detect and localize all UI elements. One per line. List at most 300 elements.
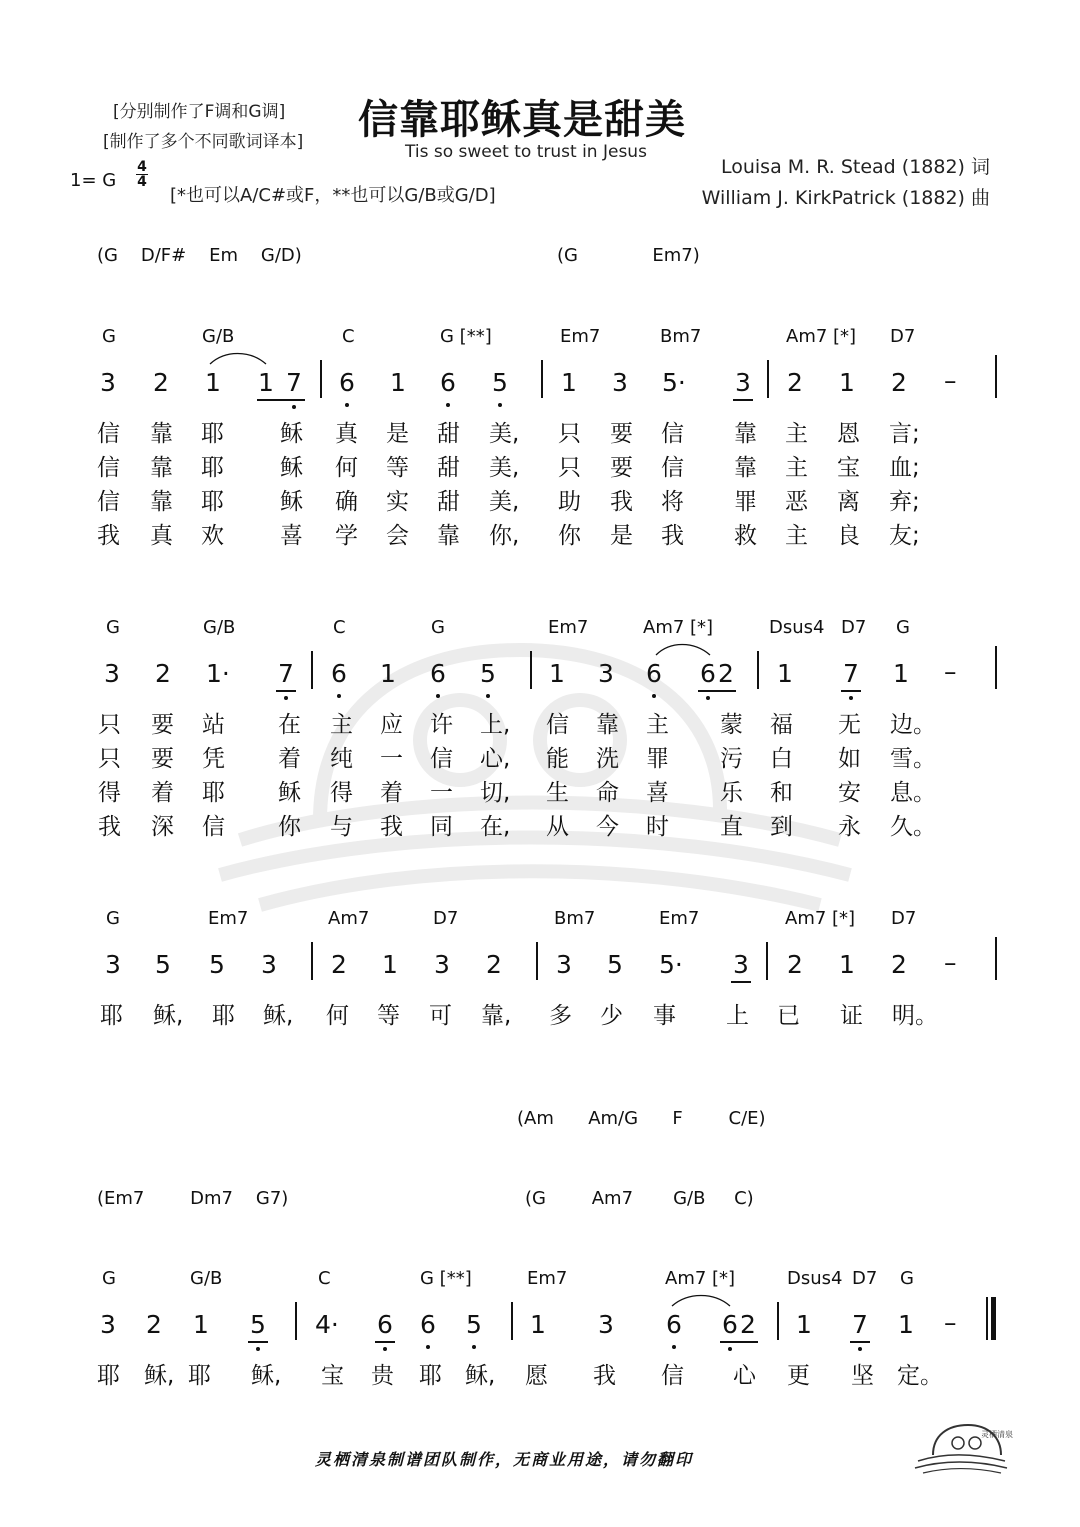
- lyric-syllable: 上,: [480, 712, 511, 738]
- low-octave-dot: [256, 1347, 260, 1351]
- lyric-syllable: 一: [380, 746, 403, 772]
- underline-beam: [850, 1341, 870, 1343]
- alternate-chords-note: [*也可以A/C#或F，**也可以G/B或G/D]: [170, 185, 496, 206]
- chord: Am7 [*]: [785, 908, 856, 929]
- note: 1: [193, 1310, 209, 1339]
- chord: Em7: [560, 326, 601, 347]
- note: 2: [718, 659, 734, 688]
- lyric-syllable: 污: [720, 746, 743, 772]
- lyric-syllable: 着: [380, 780, 403, 806]
- lyric-syllable: 靠: [150, 455, 173, 481]
- lyric-syllable: 边。: [890, 712, 936, 738]
- lyric-syllable: 稣: [280, 455, 303, 481]
- lyric-syllable: 雪。: [890, 746, 936, 772]
- dash: –: [944, 657, 957, 686]
- time-signature: 4 4: [137, 159, 147, 190]
- note: 3: [612, 368, 628, 397]
- bar-line: [311, 651, 313, 689]
- lyric-syllable: 只: [98, 712, 121, 738]
- tie-slur: [200, 346, 280, 368]
- lyric-syllable: 时: [646, 814, 669, 840]
- low-octave-dot: [284, 696, 288, 700]
- team-logo: [913, 1415, 1013, 1475]
- dash: –: [944, 948, 957, 977]
- lyric-syllable: 主: [785, 421, 808, 447]
- intro-chords-a: (G D/F# Em G/D): [97, 245, 302, 266]
- note: 2: [331, 950, 347, 979]
- lyric-syllable: 宝: [321, 1363, 344, 1389]
- lyric-syllable: 信: [430, 746, 453, 772]
- lyric-syllable: 确: [335, 489, 358, 515]
- lyric-syllable: 息。: [890, 780, 936, 806]
- note: 3: [104, 659, 120, 688]
- chord: C: [333, 617, 346, 638]
- lyric-syllable: 美,: [489, 455, 520, 481]
- lyric-syllable: 洗: [596, 746, 619, 772]
- lyric-syllable: 直: [720, 814, 743, 840]
- note: 7: [843, 659, 859, 688]
- chord: D7: [841, 617, 867, 638]
- lyric-syllable: 稣,: [263, 1003, 294, 1029]
- lyric-syllable: 蒙: [720, 712, 743, 738]
- lyric-syllable: 何: [326, 1003, 349, 1029]
- bar-line: [295, 1302, 297, 1340]
- lyric-syllable: 美,: [489, 489, 520, 515]
- bar-line: [766, 942, 768, 980]
- lyric-syllable: 只: [558, 421, 581, 447]
- lyric-syllable: 如: [838, 746, 861, 772]
- final-bar-thin: [986, 1297, 988, 1340]
- underline-beam: [720, 1341, 758, 1343]
- note: 6: [339, 368, 355, 397]
- low-octave-dot: [672, 1345, 676, 1349]
- low-octave-dot: [426, 1345, 430, 1349]
- bar-line: [511, 1302, 513, 1340]
- lyric-syllable: 深: [151, 814, 174, 840]
- interlude-chords-b: (Em7 Dm7 G7): [97, 1188, 289, 1209]
- lyric-syllable: 离: [837, 489, 860, 515]
- lyric-syllable: 真: [335, 421, 358, 447]
- chord: Am7: [328, 908, 370, 929]
- lyric-syllable: 助: [558, 489, 581, 515]
- low-octave-dot: [728, 1347, 732, 1351]
- chord: G [**]: [420, 1268, 472, 1289]
- lyric-syllable: 你,: [489, 523, 520, 549]
- lyric-syllable: 血;: [889, 455, 920, 481]
- lyric-syllable: 要: [151, 746, 174, 772]
- lyric-syllable: 少: [600, 1003, 623, 1029]
- lyric-syllable: 我: [98, 814, 121, 840]
- lyric-syllable: 到: [770, 814, 793, 840]
- underline-beam: [733, 399, 753, 401]
- note: 1: [777, 659, 793, 688]
- lyric-syllable: 无: [838, 712, 861, 738]
- final-bar-thick: [991, 1297, 996, 1340]
- lyric-syllable: 要: [610, 421, 633, 447]
- lyric-syllable: 你: [558, 523, 581, 549]
- note: 5: [466, 1310, 482, 1339]
- chord: C: [318, 1268, 331, 1289]
- lyric-syllable: 恩: [837, 421, 860, 447]
- lyric-syllable: 耶: [201, 421, 224, 447]
- lyric-syllable: 罪: [734, 489, 757, 515]
- note: 6: [666, 1310, 682, 1339]
- lyric-syllable: 喜: [646, 780, 669, 806]
- lyric-syllable: 耶: [188, 1363, 211, 1389]
- note: 3: [105, 950, 121, 979]
- underline-beam: [248, 1341, 268, 1343]
- low-octave-dot: [292, 405, 296, 409]
- bar-line: [311, 942, 313, 980]
- lyric-syllable: 靠: [734, 455, 757, 481]
- lyric-syllable: 在: [278, 712, 301, 738]
- chord: D7: [891, 908, 917, 929]
- chord: Bm7: [554, 908, 596, 929]
- lyric-syllable: 靠: [150, 489, 173, 515]
- chord: G [**]: [440, 326, 492, 347]
- low-octave-dot: [498, 403, 502, 407]
- chord: Em7: [659, 908, 700, 929]
- note: 3: [434, 950, 450, 979]
- chord: G: [102, 1268, 116, 1289]
- note: 1: [530, 1310, 546, 1339]
- lyric-syllable: 信: [97, 455, 120, 481]
- lyric-syllable: 证: [840, 1003, 863, 1029]
- lyric-syllable: 与: [330, 814, 353, 840]
- note: 5: [209, 950, 225, 979]
- lyric-syllable: 耶: [201, 455, 224, 481]
- low-octave-dot: [446, 403, 450, 407]
- chord: Dsus4: [769, 617, 825, 638]
- tie-slur: [668, 1288, 748, 1310]
- chord: G: [102, 326, 116, 347]
- lyric-syllable: 信: [202, 814, 225, 840]
- lyric-syllable: 命: [596, 780, 619, 806]
- chord: G: [431, 617, 445, 638]
- low-octave-dot: [345, 403, 349, 407]
- lyric-syllable: 稣: [278, 780, 301, 806]
- note: 3: [556, 950, 572, 979]
- lyric-syllable: 信: [661, 455, 684, 481]
- note: 1: [390, 368, 406, 397]
- low-octave-dot: [436, 694, 440, 698]
- low-octave-dot: [486, 694, 490, 698]
- lyric-syllable: 弃;: [889, 489, 920, 515]
- lyric-syllable: 甜: [437, 489, 460, 515]
- underline-beam: [841, 690, 861, 692]
- lyric-syllable: 等: [386, 455, 409, 481]
- note: 2: [740, 1310, 756, 1339]
- footer-notice: 灵栖清泉制谱团队制作，无商业用途，请勿翻印: [315, 1450, 694, 1469]
- lyric-syllable: 多: [549, 1003, 572, 1029]
- lyric-syllable: 何: [335, 455, 358, 481]
- lyric-syllable: 耶: [201, 489, 224, 515]
- note: 3: [735, 368, 751, 397]
- note: 6: [646, 659, 662, 688]
- note: 2: [153, 368, 169, 397]
- low-octave-dot: [706, 696, 710, 700]
- chord: Am7 [*]: [665, 1268, 736, 1289]
- lyric-syllable: 友;: [889, 523, 920, 549]
- lyric-syllable: 喜: [280, 523, 303, 549]
- note: 5: [607, 950, 623, 979]
- lyric-syllable: 着: [151, 780, 174, 806]
- lyric-syllable: 宝: [837, 455, 860, 481]
- chord: G: [106, 908, 120, 929]
- lyric-syllable: 信: [661, 1363, 684, 1389]
- lyric-syllable: 真: [150, 523, 173, 549]
- low-octave-dot: [337, 694, 341, 698]
- lyric-syllable: 只: [98, 746, 121, 772]
- lyric-syllable: 言;: [889, 421, 920, 447]
- lyric-syllable: 要: [610, 455, 633, 481]
- chord: G/B: [190, 1268, 223, 1289]
- underline-beam: [698, 690, 736, 692]
- lyric-syllable: 稣: [280, 489, 303, 515]
- lyric-syllable: 欢: [201, 523, 224, 549]
- lyric-syllable: 主: [785, 523, 808, 549]
- lyric-syllable: 罪: [646, 746, 669, 772]
- note: 1: [839, 368, 855, 397]
- lyric-syllable: 能: [546, 746, 569, 772]
- bar-line: [995, 937, 997, 980]
- chord: Em7: [208, 908, 249, 929]
- note: 1: [380, 659, 396, 688]
- lyric-syllable: 在,: [480, 814, 511, 840]
- note: 1: [839, 950, 855, 979]
- chord: G/B: [202, 326, 235, 347]
- underline-beam: [257, 399, 305, 401]
- bar-line: [757, 651, 759, 689]
- lyric-syllable: 凭: [202, 746, 225, 772]
- note: 6: [722, 1310, 738, 1339]
- note: 1: [258, 368, 274, 397]
- lyric-syllable: 事: [653, 1003, 676, 1029]
- bar-line: [320, 360, 322, 398]
- key-signature: 1= G: [70, 170, 117, 191]
- lyric-syllable: 救: [734, 523, 757, 549]
- lyric-syllable: 美,: [489, 421, 520, 447]
- note: 4·: [315, 1310, 339, 1339]
- note: 6: [700, 659, 716, 688]
- bar-line: [536, 942, 538, 980]
- low-octave-dot: [858, 1347, 862, 1351]
- note: 3: [733, 950, 749, 979]
- lyric-syllable: 应: [380, 712, 403, 738]
- lyric-syllable: 我: [610, 489, 633, 515]
- tie-slur: [648, 637, 728, 659]
- low-octave-dot: [383, 1347, 387, 1351]
- lyric-syllable: 今: [596, 814, 619, 840]
- bar-line: [767, 360, 769, 398]
- lyric-syllable: 白: [770, 746, 793, 772]
- lyric-syllable: 和: [770, 780, 793, 806]
- keys-note: [分别制作了F调和G调]: [113, 102, 286, 122]
- lyric-syllable: 你: [278, 814, 301, 840]
- lyric-syllable: 已: [777, 1003, 800, 1029]
- note: 1: [796, 1310, 812, 1339]
- chord: Dsus4: [787, 1268, 843, 1289]
- lyric-syllable: 纯: [330, 746, 353, 772]
- chord: G: [900, 1268, 914, 1289]
- note: 2: [787, 368, 803, 397]
- interlude-chords-c: (G Am7 G/B C): [525, 1188, 754, 1209]
- lyric-syllable: 稣: [280, 421, 303, 447]
- lyric-syllable: 心,: [480, 746, 511, 772]
- note: 5·: [662, 368, 686, 397]
- chord: D7: [433, 908, 459, 929]
- note: 6: [420, 1310, 436, 1339]
- lyric-syllable: 许: [430, 712, 453, 738]
- lyric-syllable: 是: [386, 421, 409, 447]
- note: 1: [549, 659, 565, 688]
- lyric-syllable: 我: [661, 523, 684, 549]
- low-octave-dot: [652, 694, 656, 698]
- lyric-syllable: 生: [546, 780, 569, 806]
- lyric-syllable: 靠: [734, 421, 757, 447]
- lyric-syllable: 等: [377, 1003, 400, 1029]
- interlude-chords-a: (Am Am/G F C/E): [517, 1108, 766, 1129]
- lyric-syllable: 学: [335, 523, 358, 549]
- note: 5: [155, 950, 171, 979]
- lyric-syllable: 是: [610, 523, 633, 549]
- lyric-syllable: 靠: [150, 421, 173, 447]
- lyric-syllable: 靠,: [481, 1003, 512, 1029]
- lyric-syllable: 我: [593, 1363, 616, 1389]
- note: 3: [100, 368, 116, 397]
- note: 1: [382, 950, 398, 979]
- lyric-syllable: 信: [546, 712, 569, 738]
- chord: Bm7: [660, 326, 702, 347]
- bar-line: [995, 355, 997, 398]
- note: 3: [100, 1310, 116, 1339]
- chord: D7: [852, 1268, 878, 1289]
- note: 6: [430, 659, 446, 688]
- lyric-syllable: 乐: [720, 780, 743, 806]
- lyric-syllable: 久。: [890, 814, 936, 840]
- lyric-syllable: 要: [151, 712, 174, 738]
- lyric-syllable: 主: [330, 712, 353, 738]
- chord: G: [896, 617, 910, 638]
- lyric-syllable: 心: [733, 1363, 756, 1389]
- lyric-syllable: 耶: [97, 1363, 120, 1389]
- bar-line: [541, 360, 543, 398]
- note: 1·: [206, 659, 230, 688]
- lyric-syllable: 切,: [480, 780, 511, 806]
- note: 6: [377, 1310, 393, 1339]
- note: 2: [146, 1310, 162, 1339]
- lyric-syllable: 信: [661, 421, 684, 447]
- lyric-syllable: 永: [838, 814, 861, 840]
- lyric-syllable: 可: [429, 1003, 452, 1029]
- lyrics-note: [制作了多个不同歌词译本]: [103, 132, 304, 152]
- note: 1: [205, 368, 221, 397]
- lyric-syllable: 安: [838, 780, 861, 806]
- lyric-syllable: 耶: [212, 1003, 235, 1029]
- lyric-syllable: 站: [202, 712, 225, 738]
- chord: G/B: [203, 617, 236, 638]
- lyric-syllable: 得: [98, 780, 121, 806]
- lyric-syllable: 只: [558, 455, 581, 481]
- lyric-syllable: 将: [661, 489, 684, 515]
- note: 1: [898, 1310, 914, 1339]
- logo-text: 灵栖清泉: [981, 1430, 1013, 1439]
- chord: Am7 [*]: [643, 617, 714, 638]
- bar-line: [530, 651, 532, 689]
- note: 6: [331, 659, 347, 688]
- note: 5: [492, 368, 508, 397]
- chord: Em7: [527, 1268, 568, 1289]
- bar-line: [777, 1302, 779, 1340]
- composer: William J. KirkPatrick (1882) 曲: [701, 187, 990, 209]
- lyric-syllable: 甜: [437, 455, 460, 481]
- lyric-syllable: 着: [278, 746, 301, 772]
- chord: D7: [890, 326, 916, 347]
- chord: C: [342, 326, 355, 347]
- chord: Em7: [548, 617, 589, 638]
- lyric-syllable: 靠: [437, 523, 460, 549]
- underline-beam: [375, 1341, 395, 1343]
- note: 5: [250, 1310, 266, 1339]
- bar-line: [995, 646, 997, 689]
- song-title: 信靠耶稣真是甜美: [358, 97, 686, 143]
- lyric-syllable: 愿: [525, 1363, 548, 1389]
- underline-beam: [731, 981, 751, 983]
- note: 2: [155, 659, 171, 688]
- note: 7: [852, 1310, 868, 1339]
- lyric-syllable: 稣,: [153, 1003, 184, 1029]
- note: 5·: [659, 950, 683, 979]
- lyric-syllable: 得: [330, 780, 353, 806]
- lyric-syllable: 实: [386, 489, 409, 515]
- lyric-syllable: 稣,: [465, 1363, 496, 1389]
- note: 3: [598, 1310, 614, 1339]
- lyric-syllable: 更: [787, 1363, 810, 1389]
- lyric-syllable: 耶: [202, 780, 225, 806]
- lyric-syllable: 良: [837, 523, 860, 549]
- lyric-syllable: 同: [430, 814, 453, 840]
- lyric-syllable: 坚: [851, 1363, 874, 1389]
- chord: G: [106, 617, 120, 638]
- lyric-syllable: 稣,: [144, 1363, 175, 1389]
- note: 7: [286, 368, 302, 397]
- note: 2: [486, 950, 502, 979]
- low-octave-dot: [472, 1345, 476, 1349]
- note: 7: [278, 659, 294, 688]
- chord: Am7 [*]: [786, 326, 857, 347]
- lyric-syllable: 贵: [371, 1363, 394, 1389]
- dash: –: [944, 366, 957, 395]
- note: 5: [480, 659, 496, 688]
- lyric-syllable: 一: [430, 780, 453, 806]
- lyric-syllable: 耶: [100, 1003, 123, 1029]
- intro-chords-b: (G Em7): [557, 245, 700, 266]
- lyric-syllable: 稣,: [251, 1363, 282, 1389]
- lyricist: Louisa M. R. Stead (1882) 词: [720, 156, 990, 178]
- lyric-syllable: 我: [380, 814, 403, 840]
- lyric-syllable: 从: [546, 814, 569, 840]
- lyric-syllable: 信: [97, 421, 120, 447]
- note: 1: [893, 659, 909, 688]
- lyric-syllable: 主: [785, 455, 808, 481]
- note: 2: [891, 950, 907, 979]
- dash: –: [944, 1308, 957, 1337]
- underline-beam: [276, 690, 296, 692]
- lyric-syllable: 明。: [892, 1003, 938, 1029]
- lyric-syllable: 定。: [897, 1363, 943, 1389]
- lyric-syllable: 甜: [437, 421, 460, 447]
- lyric-syllable: 福: [770, 712, 793, 738]
